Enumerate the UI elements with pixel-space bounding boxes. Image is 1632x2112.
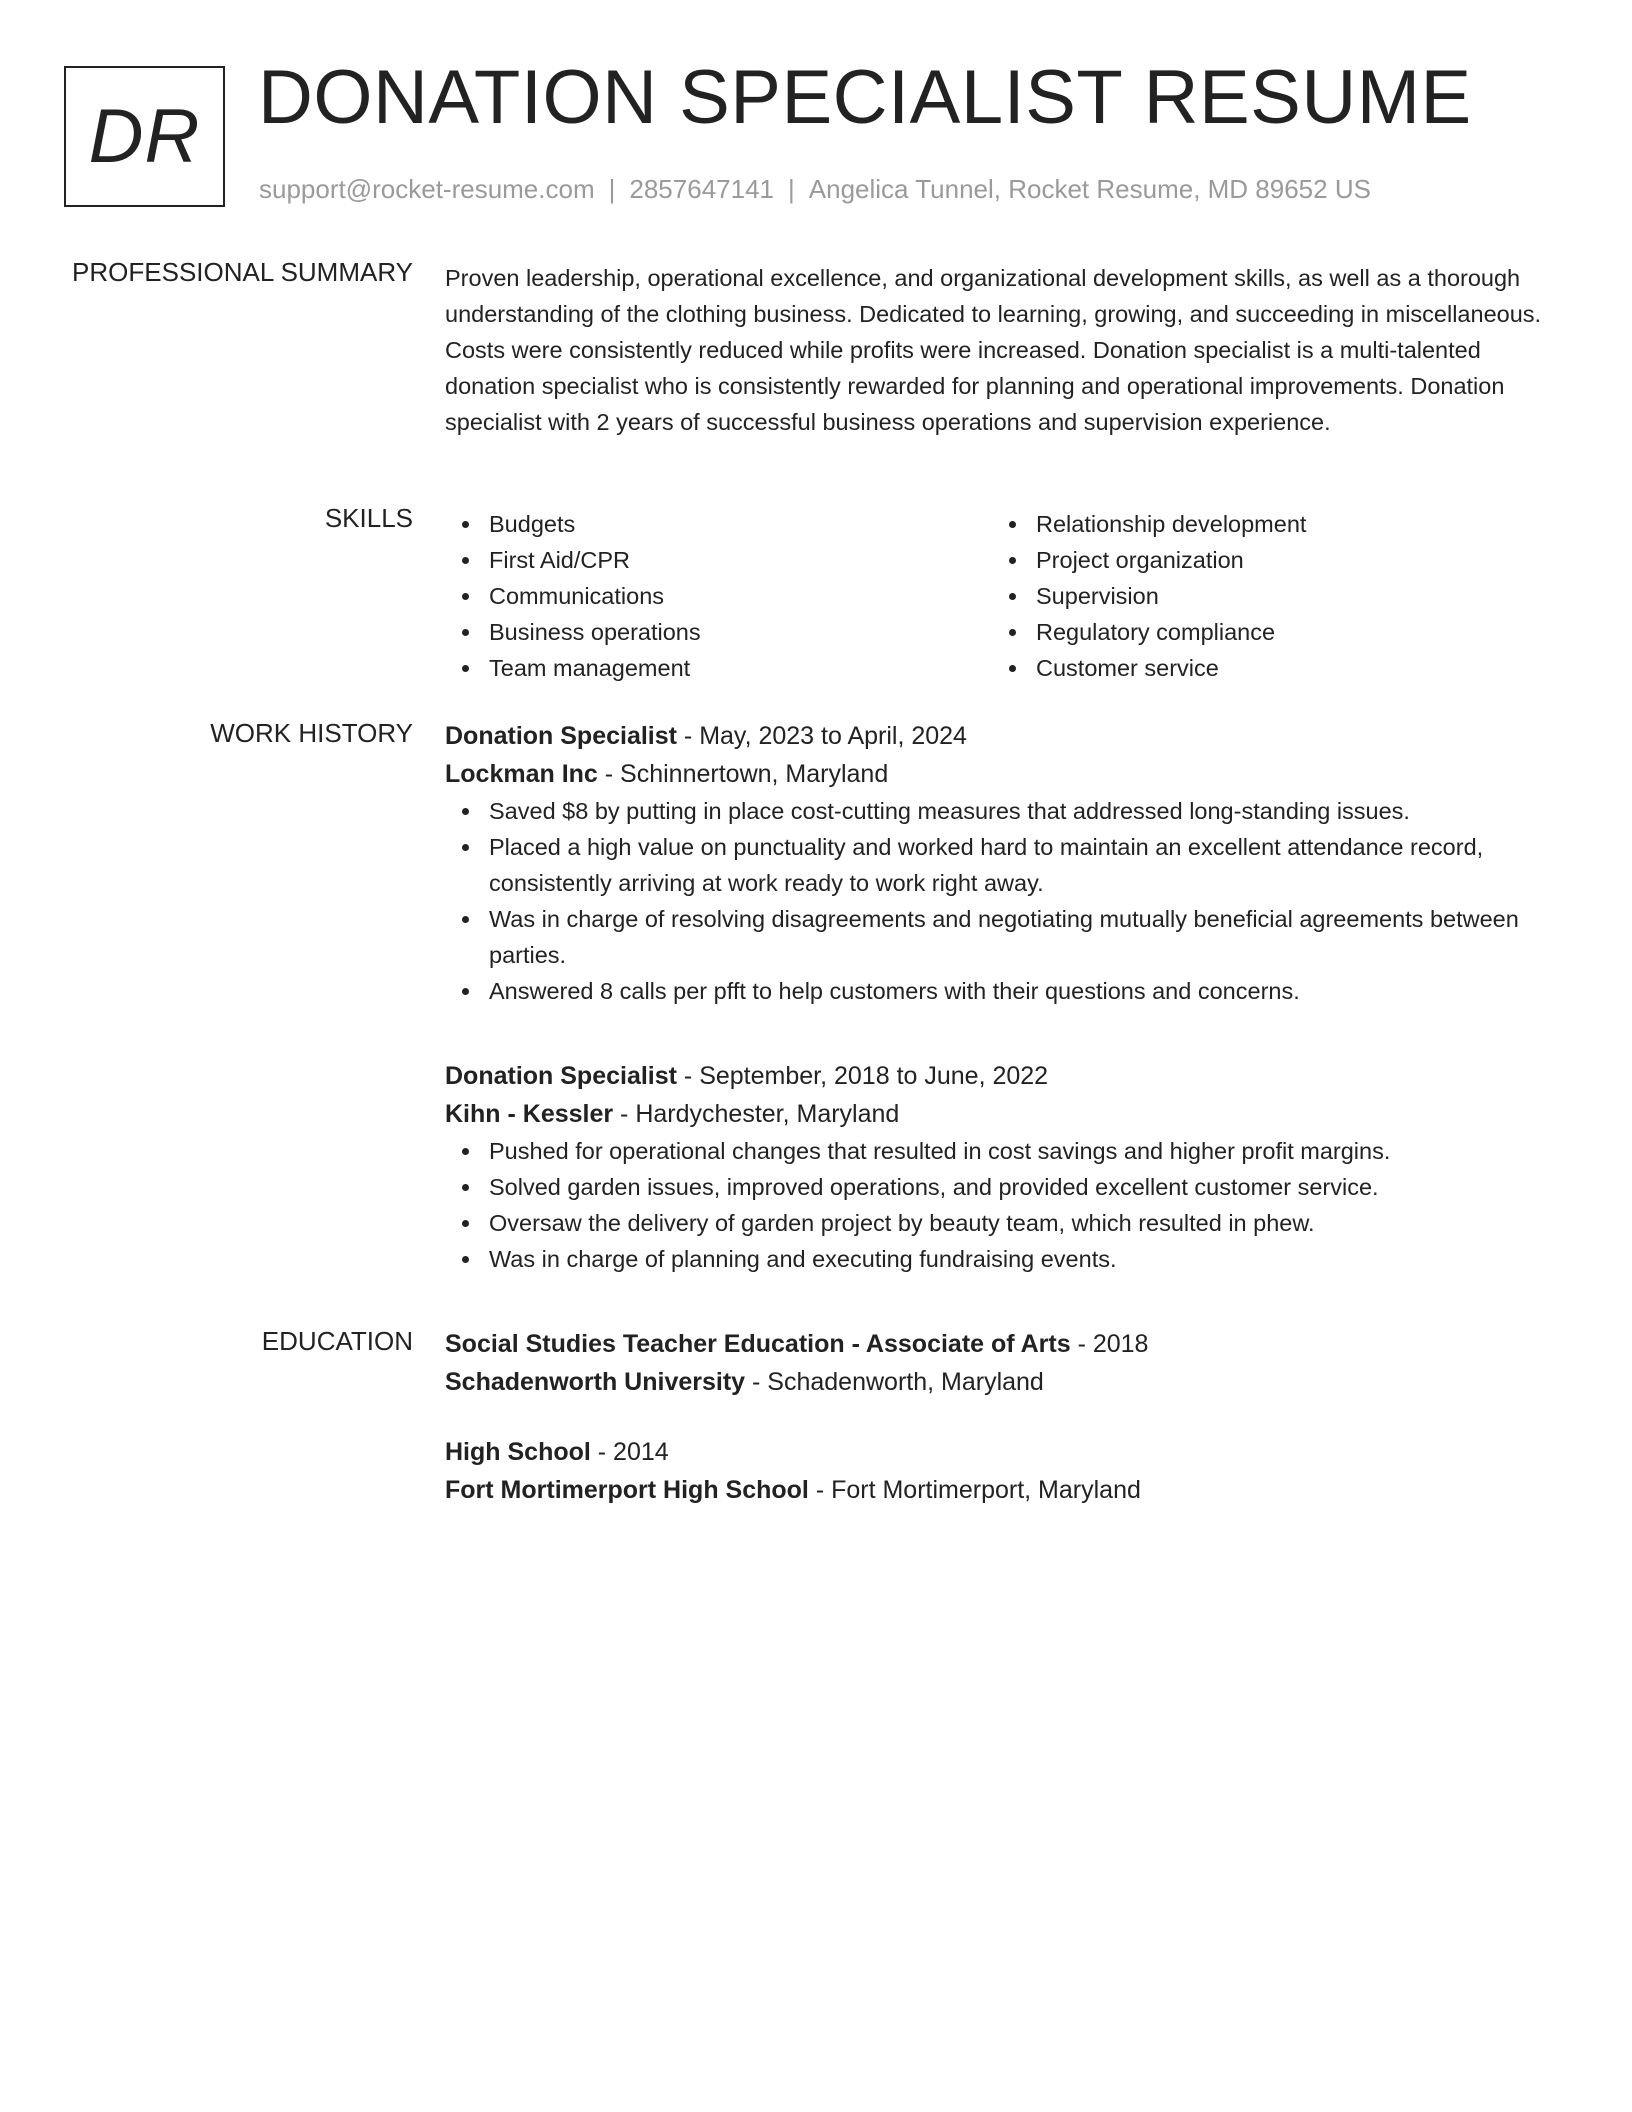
work-history-body [445, 717, 1560, 1009]
monogram-logo: DR [64, 66, 225, 207]
job-title-line [445, 1057, 1560, 1095]
skill-item: Regulatory compliance [1036, 614, 1539, 650]
job-dates: - May, 2023 to April, 2024 [676, 722, 967, 750]
section-label-work-history: WORK HISTORY [210, 718, 413, 748]
skill-item: Team management [489, 650, 992, 686]
contact-email: support@rocket-resume.com [259, 174, 595, 204]
skills-list-right [992, 506, 1539, 686]
job-bullets [445, 1133, 1560, 1277]
education-school-line [445, 1471, 1560, 1509]
job-bullet: Was in charge of planning and executing fundraising events. [489, 1241, 1560, 1277]
contact-separator: | [788, 174, 795, 204]
job-title: Donation Specialist [445, 1062, 677, 1090]
job-bullet: Saved $8 by putting in place cost-cutting measures that addressed long-standing issues. [489, 793, 1560, 829]
education-entry [445, 1325, 1560, 1401]
job-location: - Schinnertown, Maryland [597, 760, 889, 788]
job-company: Lockman Inc [445, 760, 598, 788]
skill-item: First Aid/CPR [489, 542, 992, 578]
job-bullet: Pushed for operational changes that resulted in cost savings and higher profit margins. [489, 1133, 1560, 1169]
job-title-line [445, 717, 1560, 755]
education-degree-line [445, 1433, 1560, 1471]
skills-columns [445, 506, 1560, 686]
education-body [445, 1325, 1560, 1541]
education-school-line [445, 1363, 1560, 1401]
section-label-skills: SKILLS [324, 503, 413, 533]
education-school: Schadenworth University [445, 1368, 746, 1396]
job-entry [445, 717, 1560, 1009]
summary-text: Proven leadership, operational excellence, and organizational development skills, as well as a thorough understanding of the clothing business. Dedicated to learning, growing, and succeeding in miscellaneous. Costs were consistently reduced while profits were increased. Donation specialist is a multi-talented donation specialist who is consistently rewarded for planning and operational improvements. Donation specialist with 2 years of successful business operations and supervision experience. [445, 265, 1542, 435]
job-dates: - September, 2018 to June, 2022 [676, 1062, 1049, 1090]
job-company: Kihn - Kessler [445, 1100, 614, 1128]
skill-item: Communications [489, 578, 992, 614]
education-entry [445, 1433, 1560, 1509]
page-title: DONATION SPECIALIST RESUME [258, 55, 1472, 140]
skill-item: Relationship development [1036, 506, 1539, 542]
job-bullets [445, 793, 1560, 1009]
skill-item: Customer service [1036, 650, 1539, 686]
contact-line [259, 174, 1371, 205]
job-company-line [445, 755, 1560, 793]
job-bullet: Solved garden issues, improved operations, and provided excellent customer service. [489, 1169, 1560, 1205]
education-year: - 2018 [1070, 1330, 1149, 1358]
education-degree-line [445, 1325, 1560, 1363]
education-location: - Schadenworth, Maryland [745, 1368, 1044, 1396]
contact-phone: 2857647141 [629, 174, 774, 204]
contact-separator: | [608, 174, 616, 204]
summary-body [445, 260, 1560, 440]
skills-column-right [992, 506, 1539, 686]
skill-item: Supervision [1036, 578, 1539, 614]
contact-address: Angelica Tunnel, Rocket Resume, MD 89652 US [808, 174, 1371, 204]
job-bullet: Placed a high value on punctuality and worked hard to maintain an excellent attendance record, consistently arriving at work ready to work right away. [489, 829, 1560, 901]
section-label-education: EDUCATION [261, 1326, 413, 1356]
skills-column-left [445, 506, 992, 686]
education-year: - 2014 [590, 1438, 669, 1466]
skill-item: Project organization [1036, 542, 1539, 578]
education-location: - Fort Mortimerport, Maryland [808, 1476, 1141, 1504]
education-degree: Social Studies Teacher Education - Associate of Arts [445, 1330, 1071, 1358]
skills-body [445, 506, 1560, 686]
skill-item: Business operations [489, 614, 992, 650]
job-title: Donation Specialist [445, 722, 677, 750]
skills-list-left [445, 506, 992, 686]
section-label-summary: PROFESSIONAL SUMMARY [72, 257, 413, 287]
job-bullet: Answered 8 calls per pfft to help customers with their questions and concerns. [489, 973, 1560, 1009]
job-bullet: Was in charge of resolving disagreements and negotiating mutually beneficial agreements between parties. [489, 901, 1560, 973]
skill-item: Budgets [489, 506, 992, 542]
education-degree: High School [445, 1438, 591, 1466]
work-history-body-2 [445, 1057, 1560, 1277]
job-bullet: Oversaw the delivery of garden project by beauty team, which resulted in phew. [489, 1205, 1560, 1241]
education-school: Fort Mortimerport High School [445, 1476, 809, 1504]
job-entry [445, 1057, 1560, 1277]
job-location: - Hardychester, Maryland [613, 1100, 900, 1128]
job-company-line [445, 1095, 1560, 1133]
